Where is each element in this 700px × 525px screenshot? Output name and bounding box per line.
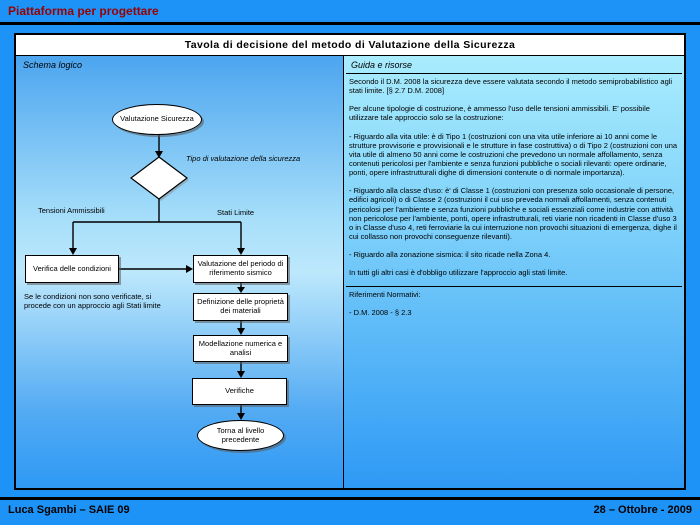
branch-label-stati-limite: Stati Limite	[217, 208, 255, 217]
reference-item: - D.M. 2008 - § 2.3	[349, 308, 412, 318]
bottom-divider	[0, 497, 700, 500]
guide-paragraph: Per alcune tipologie di costruzione, è ammesso l'uso delle tensioni ammissibili. E' possibile utilizzare tale approccio solo se la costruzione:	[349, 104, 650, 123]
content-frame	[14, 33, 686, 490]
guide-paragraph: - Riguardo alla zonazione sismica: il sito ricade nella Zona 4.	[349, 250, 551, 260]
footer-author: Luca Sgambi – SAIE 09	[8, 504, 130, 516]
flowchart-node-periodo-sismico[interactable]: Valutazione del periodo di riferimento sismico	[193, 255, 288, 283]
guide-panel	[344, 56, 684, 488]
flowchart-node-verifica-condizioni[interactable]: Verifica delle condizioni	[25, 255, 119, 283]
schema-panel	[16, 56, 344, 488]
guide-body	[344, 74, 684, 277]
references-title: Riferimenti Normativi:	[349, 290, 421, 300]
guide-paragraph: Secondo il D.M. 2008 la sicurezza deve essere valutata secondo il metodo semiprobabilistico agli stati limite. [§ 2.7 D.M. 2008]	[349, 77, 673, 96]
schema-panel-label: Schema logico	[23, 60, 83, 70]
guide-paragraph: In tutti gli altri casi è d'obbligo utilizzare l'approccio agli stati limite.	[349, 268, 568, 278]
flowchart-node-start[interactable]: Valutazione Sicurezza	[112, 104, 202, 135]
guide-paragraph: - Riguardo alla classe d'uso: è' di Classe 1 (costruzioni con presenza solo occasionale di persone, edifici agricoli) o di Classe 2 (costruzioni il cui uso preveda normali affollamenti, senza contenuti pericolosi per l'ambiente e senza funzioni pubbliche e sociali essenziali come industrie con attività non pericolose per l'ambiente, ponti, opere infrastrutturali, reti viarie non ricadenti in Classe d'uso 3 o in Classe d'uso 4, reti ferroviarie la cui interruzione non provochi situazioni di emergenza, dighe il cui collasso non provochi conseguenze rilevanti).	[349, 186, 677, 241]
branch-label-tensioni: Tensioni Ammissibili	[38, 206, 105, 215]
flowchart-node-modellazione[interactable]: Modellazione numerica e analisi	[193, 335, 288, 362]
decision-label: Tipo di valutazione della sicurezza	[186, 154, 301, 163]
top-divider	[0, 22, 700, 25]
footer-date: 28 – Ottobre - 2009	[593, 504, 692, 516]
flowchart-note: Se le condizioni non sono verificate, si procede con un approccio agli Stati limite	[24, 292, 161, 311]
flowchart-node-torna-livello[interactable]: Torna al livello precedente	[197, 420, 284, 451]
page-title: Tavola di decisione del metodo di Valutazione della Sicurezza	[16, 35, 684, 56]
flowchart-node-proprieta-materiali[interactable]: Definizione delle proprietà dei materiali	[193, 293, 288, 321]
panels-row	[16, 56, 684, 488]
references-rule	[346, 286, 682, 287]
guide-paragraph: - Riguardo alla vita utile: è di Tipo 1 (costruzioni con una vita utile inferiore ai 10 anni come le strutture provvisorie e provvisionali e le strutture in fase costruttiva) o di Tipo 2 (costruzioni con una vita utile di almeno 50 anni come le costruzioni che prevedono un normale affollamento, senza contenuti pericolosi per l'ambiente e senza funzioni pubbliche o sociali rilevanti: opere ordinarie, ponti, opere infrastrutturali dighe di dimensioni contenute o di normale importanza).	[349, 131, 678, 178]
app-title: Piattaforma per progettare	[8, 4, 159, 18]
decision-diamond[interactable]	[131, 157, 187, 199]
flowchart-node-verifiche[interactable]: Verifiche	[192, 378, 287, 405]
guide-panel-label: Guida e risorse	[351, 60, 413, 70]
